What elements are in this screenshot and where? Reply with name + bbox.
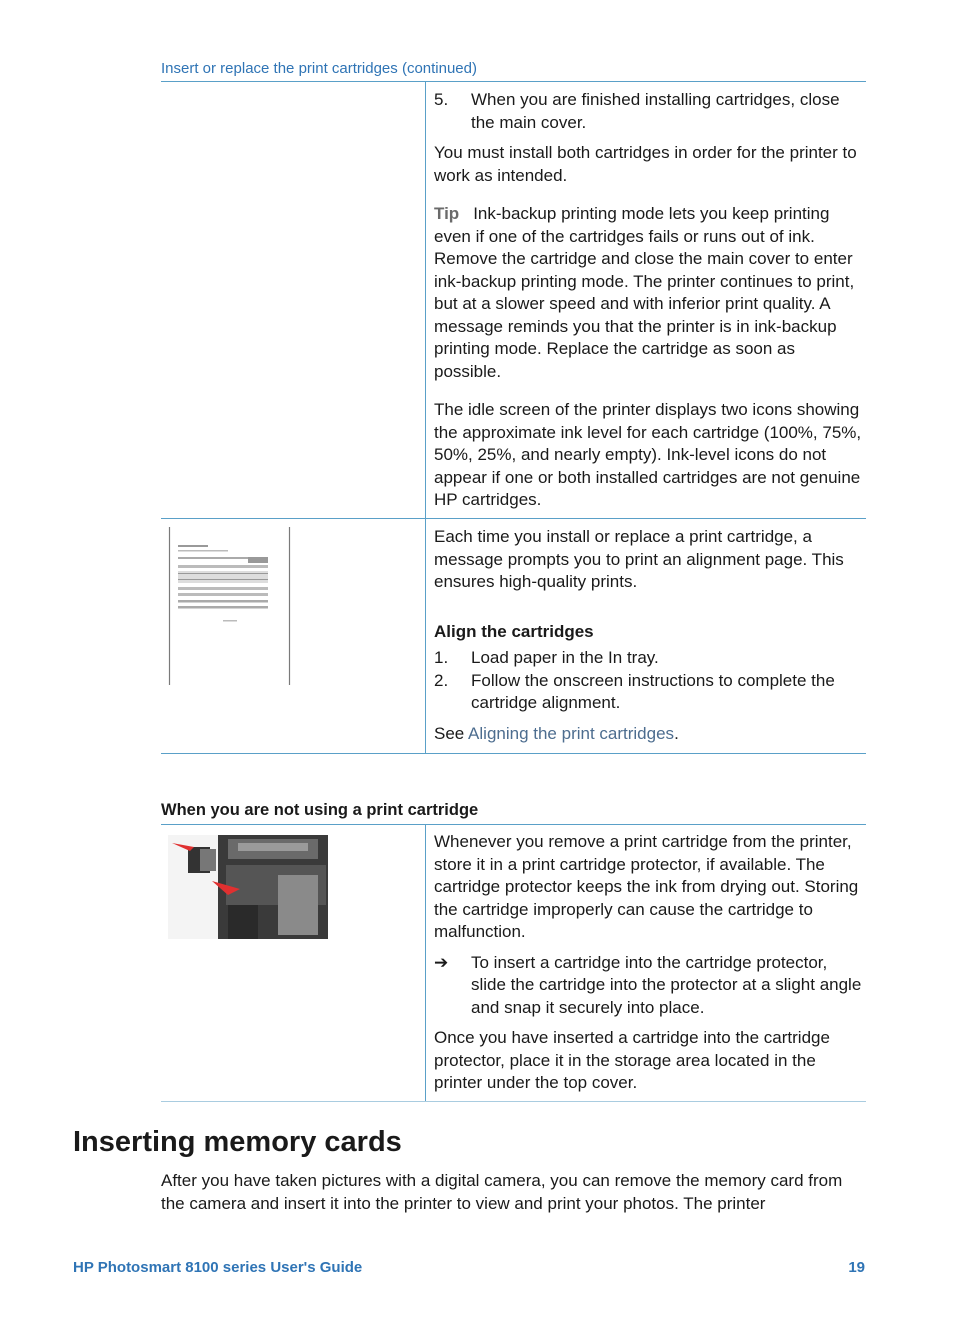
row1-content <box>434 89 862 512</box>
section-title: Inserting memory cards <box>73 1126 402 1158</box>
table-bottom-rule <box>161 753 866 754</box>
section-intro: After you have taken pictures with a digital camera, you can remove the memory card from the camera and insert it into the printer to view and print your photos. The printer <box>161 1171 843 1213</box>
table-top-rule <box>161 81 866 82</box>
step-1 <box>434 647 862 670</box>
table2-column-divider <box>425 825 426 1102</box>
step-text: Follow the onscreen instructions to complete the cartridge alignment. <box>471 670 835 712</box>
table2-content <box>434 831 862 1095</box>
tip-note <box>434 203 862 383</box>
row-divider <box>161 518 866 519</box>
paragraph: Each time you install or replace a print cartridge, a message prompts you to print an alignment page. This ensures high-quality prints. <box>434 527 844 591</box>
procedure-text: To insert a cartridge into the cartridge protector, slide the cartridge into the protector at a slight angle and snap it securely into place. <box>471 952 862 1017</box>
step-number: 2. <box>434 670 449 690</box>
paragraph: The idle screen of the printer displays two icons showing the approximate ink level for each cartridge (100%, 75%, 50%, 25%, and nearly empty). Ink-level icons do not appear if one or both installed cartridges are not genuine HP cartridges. <box>434 400 862 509</box>
table2-bottom-rule <box>161 1101 866 1102</box>
paragraph: Once you have inserted a cartridge into the cartridge protector, place it in the storage area located in the printer under the top cover. <box>434 1028 830 1092</box>
see-also <box>434 723 862 746</box>
alignment-page-image <box>168 527 292 687</box>
table-caption: Insert or replace the print cartridges (continued) <box>161 60 477 77</box>
step-5 <box>434 89 862 134</box>
subheading: Align the cartridges <box>434 621 594 641</box>
table2-top-rule <box>161 824 866 825</box>
step-number: 1. <box>434 648 449 667</box>
tip-label: Tip <box>434 204 460 223</box>
page-number: 19 <box>848 1259 865 1276</box>
see-suffix: . <box>674 723 679 743</box>
table-column-divider <box>425 82 426 753</box>
step-text: When you are finished installing cartridges, close the main cover. <box>471 90 840 132</box>
paragraph: You must install both cartridges in order for the printer to work as intended. <box>434 143 857 185</box>
arrow-icon: ➔ <box>434 952 449 972</box>
cartridge-protector-image <box>168 835 328 939</box>
footer-guide-title: HP Photosmart 8100 series User's Guide <box>73 1259 363 1276</box>
table2-heading: When you are not using a print cartridge <box>161 801 479 819</box>
step-text: Load paper in the In tray. <box>471 648 659 667</box>
aligning-cartridges-link[interactable]: Aligning the print cartridges <box>468 723 675 743</box>
paragraph: Whenever you remove a print cartridge from the printer, store it in a print cartridge protector, if available. The cartridge protector keeps the ink from drying out. Storing the cartridge improperly can cause the cartridge to malfunction. <box>434 832 859 941</box>
procedure-item <box>434 952 862 1020</box>
step-2 <box>434 670 862 715</box>
tip-text: Ink-backup printing mode lets you keep printing even if one of the cartridges fails or runs out of ink. Remove the cartridge and close the main cover to enter ink-backup printing mode. The printer continues to print, but at a slower speed and with inferior print quality. A message reminds you that the printer is in ink-backup printing mode. Replace the cartridge as soon as possible. <box>434 204 855 381</box>
step-number: 5. <box>434 90 449 109</box>
row2-content <box>434 526 862 745</box>
see-prefix: See <box>434 723 469 743</box>
